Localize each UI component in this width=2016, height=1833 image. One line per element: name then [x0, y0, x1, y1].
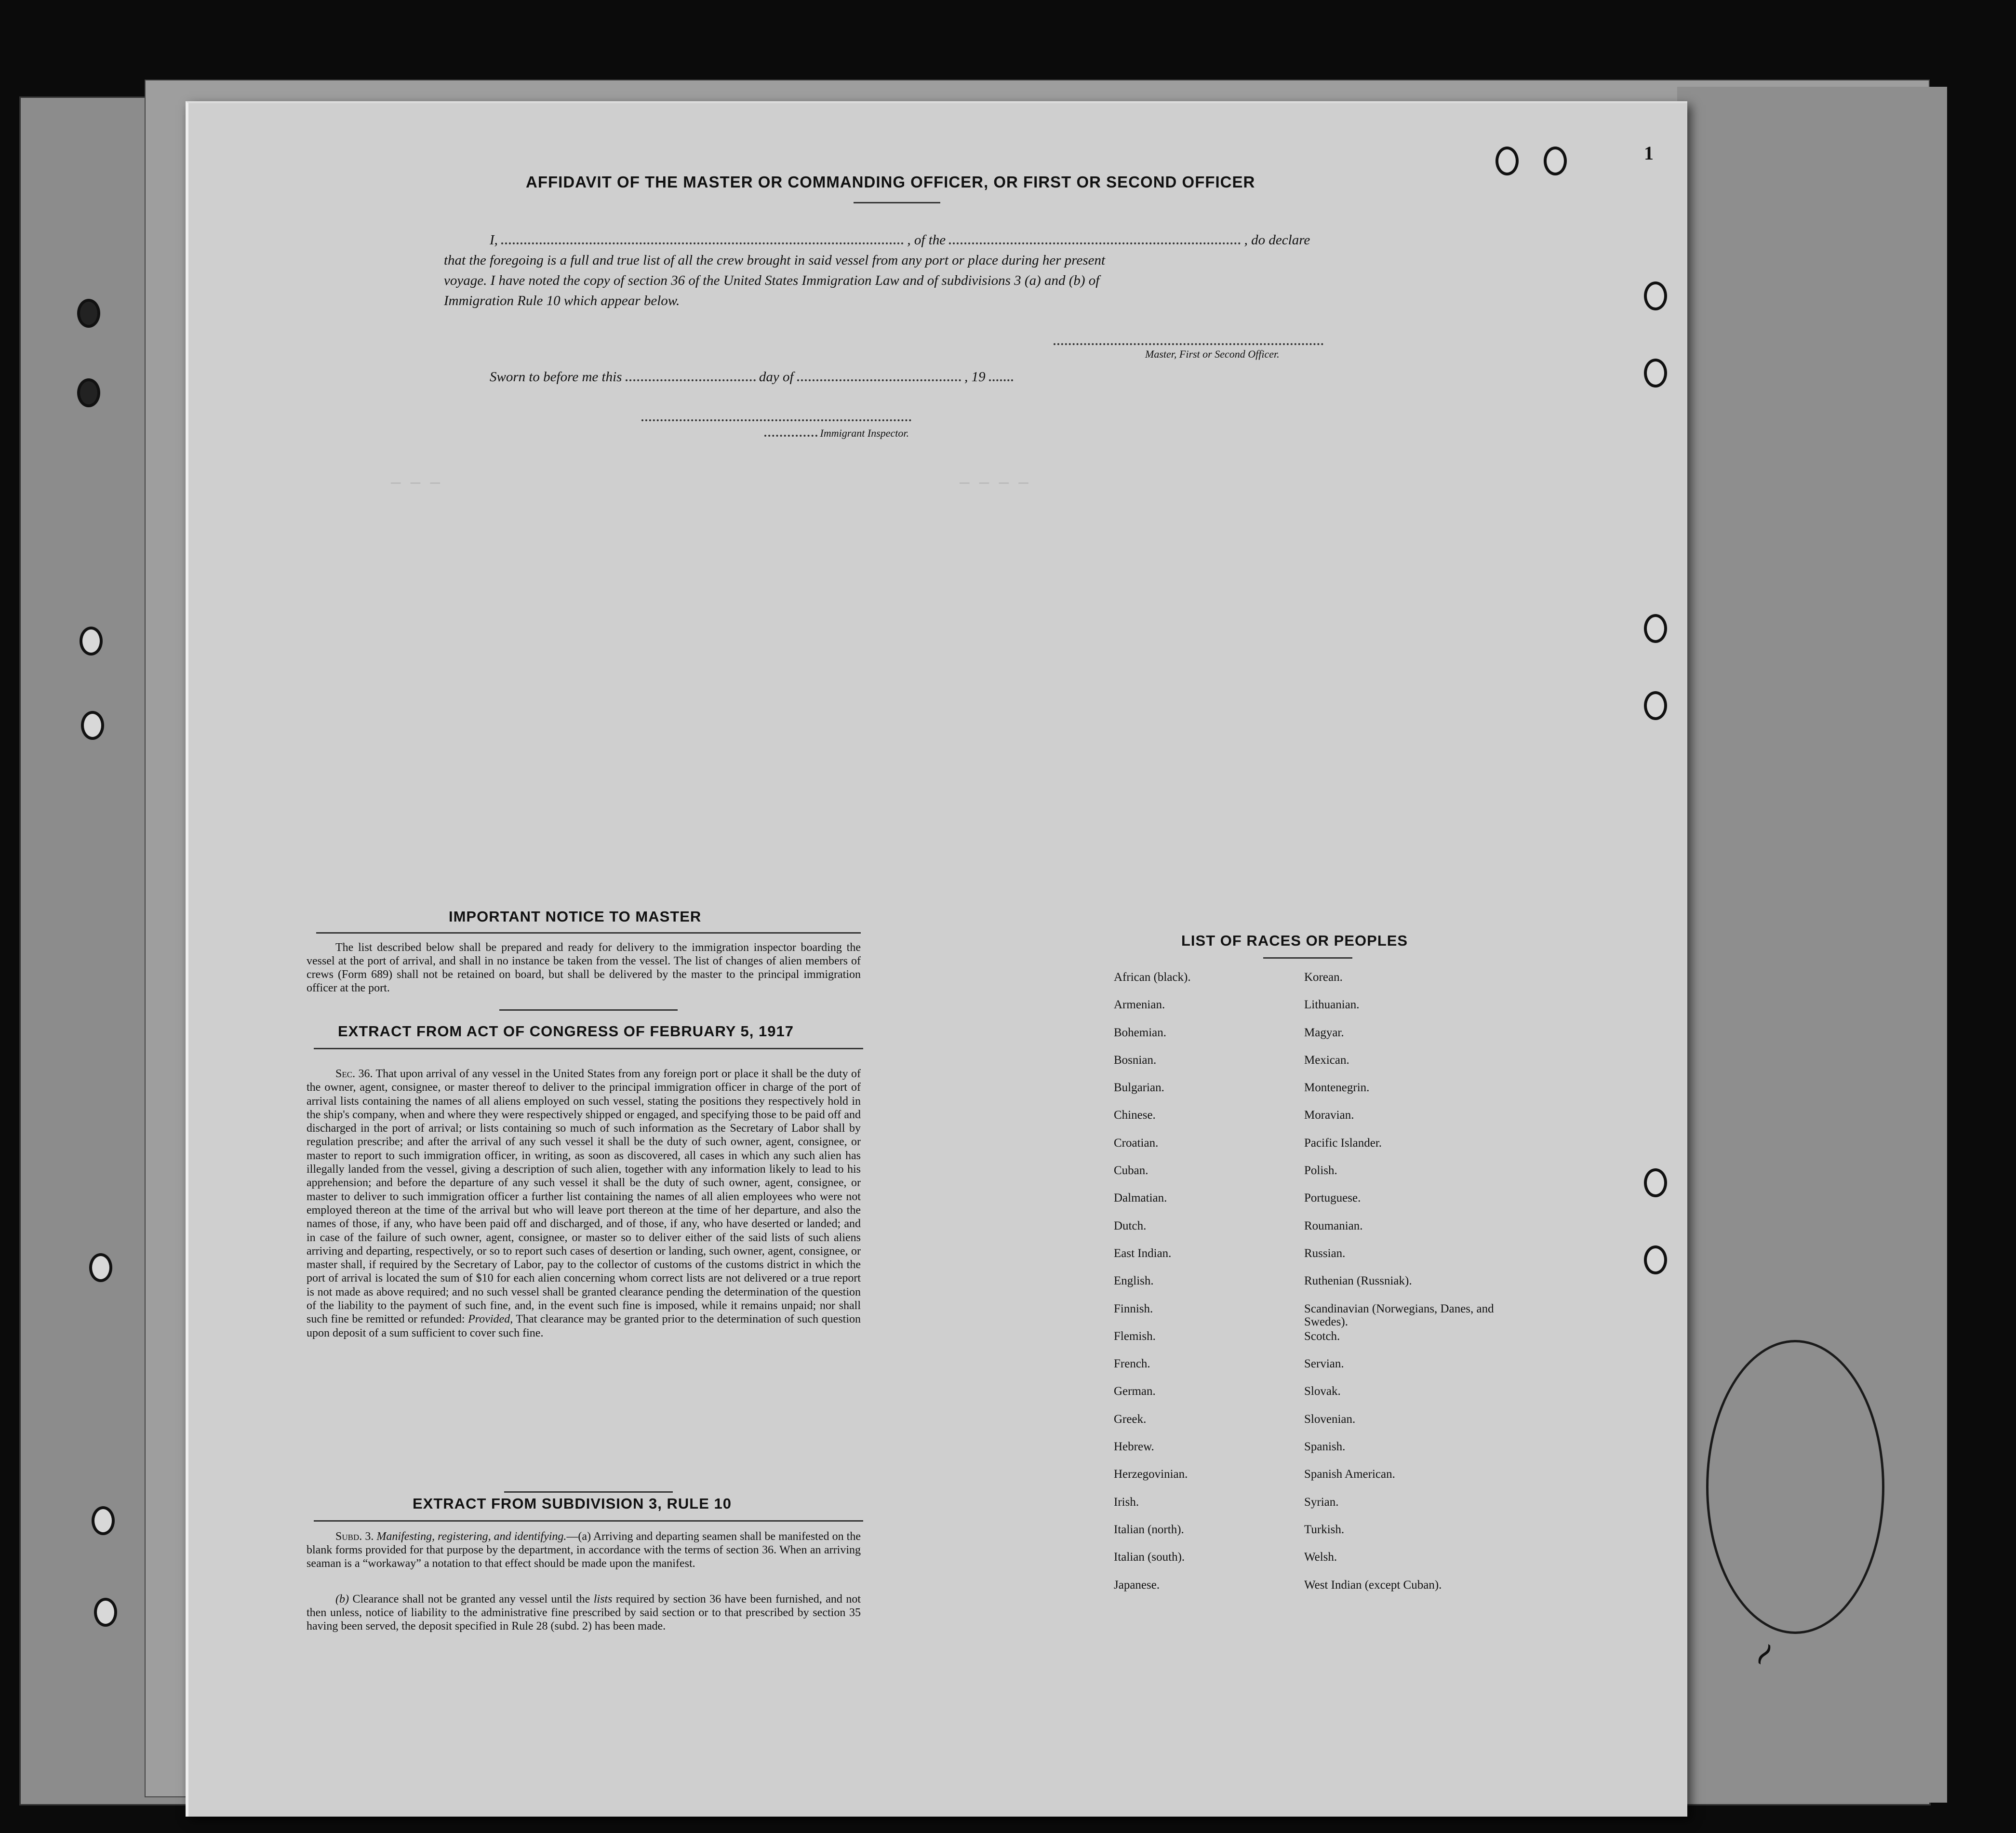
punch-hole-icon	[1644, 691, 1667, 720]
act-section-label: Sec. 36.	[335, 1068, 373, 1080]
punch-hole-icon	[1644, 614, 1667, 643]
races-right-column	[1304, 971, 1507, 1606]
affidavit-i: I,	[490, 232, 498, 248]
act-extract-text	[307, 1067, 861, 1340]
punch-hole-icon	[1644, 359, 1667, 388]
race-item: Cuban.	[1114, 1164, 1148, 1177]
race-item: Montenegrin.	[1304, 1081, 1370, 1095]
master-signature-label: Master, First or Second Officer.	[1145, 348, 1280, 360]
act-extract-title: EXTRACT FROM ACT OF CONGRESS OF FEBRUARY 5, 1917	[338, 1023, 794, 1040]
punch-hole-icon	[1644, 281, 1667, 310]
race-item: East Indian.	[1114, 1246, 1172, 1260]
race-item: Scotch.	[1304, 1329, 1340, 1343]
master-signature-line	[1054, 339, 1323, 345]
race-item: English.	[1114, 1274, 1154, 1288]
binder-hole-icon	[92, 1506, 115, 1535]
race-item: Irish.	[1114, 1495, 1139, 1509]
race-item: Dutch.	[1114, 1219, 1147, 1232]
rule-subd-b	[307, 1592, 861, 1633]
rule-subd-heading: Manifesting, registering, and identifying.	[376, 1530, 567, 1543]
race-item: Dalmatian.	[1114, 1191, 1167, 1205]
race-item: Bohemian.	[1114, 1026, 1167, 1039]
race-item: Hebrew.	[1114, 1440, 1154, 1454]
races-left-column	[1114, 971, 1287, 1606]
punch-hole-icon	[1495, 147, 1519, 175]
binder-hole-icon	[89, 1253, 112, 1282]
inspector-label-row	[764, 427, 909, 440]
race-item: Croatian.	[1114, 1136, 1159, 1150]
rule-subd-a-label: —(a)	[566, 1530, 591, 1543]
race-item: Ruthenian (Russniak).	[1304, 1274, 1412, 1288]
binder-hole-icon	[77, 299, 100, 328]
race-item: Greek.	[1114, 1412, 1147, 1426]
race-item: Bosnian.	[1114, 1053, 1157, 1067]
name-blank	[501, 239, 904, 244]
affidavit-line-2: that the foregoing is a full and true list of all the crew brought in said vessel from any port or place during her present	[444, 253, 1106, 268]
sworn-month-blank	[797, 375, 961, 381]
sworn-line	[490, 369, 1013, 385]
race-item: Russian.	[1304, 1246, 1346, 1260]
binder-hole-icon	[81, 711, 104, 740]
race-item: Pacific Islander.	[1304, 1136, 1382, 1150]
vessel-blank	[949, 239, 1241, 244]
race-item: Spanish.	[1304, 1440, 1346, 1454]
rule-subd-a	[307, 1530, 861, 1570]
rule-subd-a-text: Arriving and departing seamen shall be manifested on the blank forms provided for that purpose by the department, in accordance with the terms of section 36. When an arriving seaman is a “workaway” a notation to that effect should be made upon the manifest.	[307, 1530, 861, 1570]
race-item: Scandinavian (Norwegians, Danes, and Swedes).	[1304, 1302, 1494, 1328]
handwritten-annotation: ~	[1739, 1631, 1788, 1677]
punch-hole-icon	[1644, 1168, 1667, 1197]
punch-hole-icon	[1544, 147, 1567, 175]
act-proviso-label: Provided,	[468, 1313, 513, 1326]
races-title: LIST OF RACES OR PEOPLES	[1181, 932, 1408, 949]
race-item: Finnish.	[1114, 1302, 1153, 1315]
affidavit-line-1	[490, 232, 1310, 248]
race-item: Chinese.	[1114, 1109, 1156, 1122]
race-item: Armenian.	[1114, 998, 1165, 1012]
rule-subd-b-label: (b)	[335, 1593, 349, 1606]
sworn-day-of: day of	[759, 369, 794, 385]
handwritten-circle	[1706, 1340, 1884, 1634]
race-item: Roumanian.	[1304, 1219, 1363, 1232]
race-item: Korean.	[1304, 971, 1343, 984]
race-item: Slovenian.	[1304, 1412, 1356, 1426]
race-item: Italian (south).	[1114, 1551, 1185, 1564]
binder-hole-icon	[80, 627, 103, 656]
affidavit-line-3: voyage. I have noted the copy of section 36 of the United States Immigration Law and of subdivisions 3 (a) and (b) of	[444, 273, 1100, 288]
race-item: Lithuanian.	[1304, 998, 1360, 1012]
inspector-label: Immigrant Inspector.	[820, 427, 909, 439]
race-item: Herzegovinian.	[1114, 1468, 1188, 1481]
race-item: Spanish American.	[1304, 1468, 1395, 1481]
race-item: Magyar.	[1304, 1026, 1344, 1039]
binder-hole-icon	[94, 1598, 117, 1627]
act-proviso-text: That clearance may be granted prior to the determination of such question upon deposit of a sum sufficient to cover such fine.	[307, 1313, 861, 1339]
sworn-prefix: Sworn to before me this	[490, 369, 622, 385]
race-item: Slovak.	[1304, 1385, 1341, 1398]
rule-extract-title: EXTRACT FROM SUBDIVISION 3, RULE 10	[413, 1495, 732, 1512]
notice-text: The list described below shall be prepared and ready for delivery to the immigration inspector boarding the vessel at the port of arrival, and shall in no instance be taken from the vessel. The list of changes of alien members of crews (Form 689) shall not be retained on board, but shall be delivered by the master to the principal immigration officer at the port.	[307, 941, 861, 994]
rule-subd-b-text-1: Clearance shall not be granted any vessel until the	[352, 1593, 590, 1606]
affidavit-of-the: , of the	[907, 232, 946, 248]
race-item: African (black).	[1114, 971, 1191, 984]
page-number: 1	[1644, 142, 1654, 164]
race-item: Welsh.	[1304, 1551, 1337, 1564]
affidavit-declare: , do declare	[1244, 232, 1310, 248]
act-section-body: That upon arrival of any vessel in the United States from any foreign port or place it shall be the duty of the owner, agent, consignee, or master thereof to deliver to the principal immigration officer in charge of the port of arrival lists containing the names of all aliens employed on such vessel, stating the positions they respectively hold in the ship's company, when and where they were respectively shipped or engaged, and specifying those to be paid off and discharged in the port of arrival; or lists containing so much of such information as the Secretary of Labor shall by regulation prescribe; and after the arrival of any such vessel it shall be the duty of such owner, agent, consignee, or master to report to such immigration officer, in writing, as soon as discovered, all cases in which any such alien has illegally landed from the vessel, giving a description of such alien, together with any information likely to lead to his apprehension; and before the departure of any such vessel it shall be the duty of such owner, agent, consignee, or master to deliver to such immigration officer a further list containing the names of all alien employees who were not employed thereon at the time of the arrival but who will leave port thereon at the time of her departure, and also the names of those, if any, who have been paid off and discharged, and of those, if any, who have deserted or landed; and in case of the failure of such owner, agent, consignee, or master so to deliver either of the said lists of such aliens arriving and departing, respectively, or so to report such cases of desertion or landing, such owner, agent, consignee, or master shall, if required by the Secretary of Labor, pay to the collector of customs of the customs district in which the port of arrival is located the sum of $10 for each alien concerning whom correct lists are not delivered or a true report is not made as above required; and no such vessel shall be granted clearance pending the determination of the question of the liability to the payment of such fine, and, in the event such fine is imposed, while it remains unpaid; nor shall such fine be remitted or refunded:	[307, 1068, 861, 1326]
punch-hole-icon	[1644, 1245, 1667, 1274]
notice-title: IMPORTANT NOTICE TO MASTER	[449, 908, 702, 925]
race-item: Syrian.	[1304, 1495, 1339, 1509]
race-item: West Indian (except Cuban).	[1304, 1578, 1442, 1592]
race-item: Servian.	[1304, 1357, 1344, 1371]
rule-subd-label: Subd. 3.	[335, 1530, 374, 1543]
affidavit-title: AFFIDAVIT OF THE MASTER OR COMMANDING OFFICER, OR FIRST OR SECOND OFFICER	[526, 173, 1255, 191]
race-item: Japanese.	[1114, 1578, 1160, 1592]
race-item: Mexican.	[1304, 1053, 1349, 1067]
race-item: German.	[1114, 1385, 1156, 1398]
race-item: Bulgarian.	[1114, 1081, 1164, 1095]
sworn-year-blank	[989, 375, 1013, 381]
race-item: Portuguese.	[1304, 1191, 1361, 1205]
affidavit-line-4: Immigration Rule 10 which appear below.	[444, 293, 680, 308]
inspector-signature-line	[641, 415, 911, 421]
affidavit-sheet: — — — — — — — 1 AFFIDAVIT OF THE MASTER OR COMMANDING OFFICER, OR FIRST OR SECOND OFFICER I, , of the , do declare that the foregoing is a full and true list of all the crew brought in said vessel from any port or place during her present voyage. I have noted the copy of section 36 of the United States Immigration Law and of subdivisions 3 (a) and (b) of Immigration Rule 10 which appear below. Master, First or Second Officer. Sworn to before me this day of , 19 Immigrant Inspector. IMPORTANT NOTICE TO MASTER The list described below shall be prepared and ready for delivery to the immigration inspector boarding the vessel at the port of arrival, and shall in no instance be taken from the vessel. The list of changes of alien members of crews (Form 689) shall not be retained on board, but shall be delivered by the master to the principal immigration officer at the port. EXTRACT FROM ACT OF CONGRESS OF FEBRUARY 5, 1917 Sec. 36. That upon arrival of any vessel in the United States from any foreign port or place it shall be the duty of the owner, agent, consignee, or master thereof to deliver to the principal immigration officer in charge of the port of arrival lists containing the names of all aliens employed on such vessel, stating the positions they respectively hold in the ship's company, when and where they were respectively shipped or engaged, and specifying those to be paid off and discharged in the port of arrival; or lists containing so much of such information as the Secretary of Labor shall by regulation prescribe; and after the arrival of any such vessel it shall be the duty of such owner, agent, consignee, or master to report to such immigration officer, in writing, as soon as discovered, all cases in which any such alien has illegally landed from the vessel, giving a description of such alien, together with any information likely to lead to his apprehension; and before the departure of any such vessel it shall be the duty of such owner, agent, consignee, or master to deliver to such immigration officer a further list containing the names of all alien employees who were not employed thereon at the time of the arrival but who will leave port thereon at the time of her departure, and also the names of those, if any, who have been paid off and discharged, and of those, if any, who have deserted or landed; and in case of the failure of such owner, agent, consignee, or master so to deliver either of the said lists of such aliens arriving and departing, respectively, or so to report such cases of desertion or landing, such owner, agent, consignee, or master shall, if required by the Secretary of Labor, pay to the collector of customs of the customs district in which the port of arrival is located the sum of $10 for each alien concerning whom correct lists are not delivered or a true report is not made as above required; and no such vessel shall be granted clearance pending the determination of the question of the liability to the payment of such fine, and, in the event such fine is imposed, while it remains unpaid; nor shall such fine be remitted or refunded: Provided, That clearance may be granted prior to the determination of such question upon deposit of a sum sufficient to cover such fine. EXTRACT FROM SUBDIVISION 3, RULE 10 Subd. 3. Manifesting, registering, and identifying.—(a) Arriving and departing seamen shall be manifested on the blank forms provided for that purpose by the department, in accordance with the terms of section 36. When an arriving seaman is a “workaway” a notation to that effect should be made upon the manifest. (b) Clearance shall not be granted any vessel until the lists required by section 36 have been furnished, and not then unless, notice of liability to the administrative fine prescribed by said section or to that prescribed by section 35 having been served, the deposit specified in Rule 28 (subd. 2) has been made. LIST OF RACES OR PEOPLES African (black). Armenian. Bohemian. Bosnian. Bulgarian. Chinese. Croatian. Cuban. Dalmatian. Dutch. East Indian. English. Finnish. Flemish. French. German. Greek. Hebrew. Herzegovinian. Irish. Italian (north). Italian (south). Japanese. Korean. Lithuanian. Magyar. Mexican. Montenegrin. Moravian. Pacific Islander. Polish. Portuguese. Roumanian. Russian. Ruthenian (Russniak). Scandinavian (Norwegians, Danes, and Swedes). Scotch. Servian. Slovak. Slovenian. Spanish. Spanish American. Syrian. Turkish. Welsh. West Indian (except Cuban).	[186, 101, 1687, 1817]
race-item: French.	[1114, 1357, 1150, 1371]
binder-hole-icon	[77, 378, 100, 407]
rule-subd-b-text-2: required by section 36 have been furnished, and not then unless, notice of liability to the administrative fine prescribed by said section or to that prescribed by section 35 having been served, the deposit specified in Rule 28 (subd. 2) has been made.	[307, 1593, 861, 1632]
race-item: Turkish.	[1304, 1523, 1345, 1536]
sworn-year: , 19	[964, 369, 986, 385]
sworn-day-blank	[626, 375, 756, 381]
race-item: Polish.	[1304, 1164, 1337, 1177]
race-item: Italian (north).	[1114, 1523, 1184, 1536]
race-item: Flemish.	[1114, 1329, 1156, 1343]
rule-subd-b-lists: lists	[593, 1593, 613, 1606]
race-item: Moravian.	[1304, 1109, 1354, 1122]
